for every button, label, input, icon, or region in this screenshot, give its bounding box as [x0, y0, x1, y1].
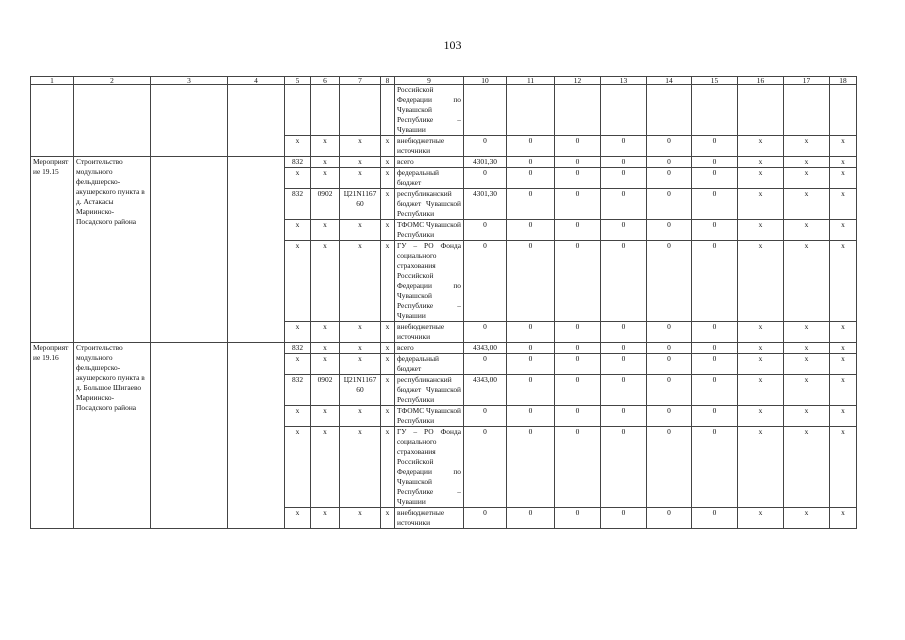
value-cell: 0: [507, 189, 555, 220]
value-cell: 0: [692, 406, 738, 427]
object-name-cell: Строительство модульного фельдшерско-акушерского пункта в д. Большое Шигаево Мариинско-Посадского района: [74, 343, 151, 529]
value-cell: 0: [464, 406, 507, 427]
empty-cell: [228, 343, 285, 529]
value-cell: 0: [647, 508, 692, 529]
value-cell: x: [285, 406, 311, 427]
value-cell: 0: [601, 343, 647, 354]
value-cell: 0: [507, 508, 555, 529]
value-cell: 0902: [311, 375, 340, 406]
value-cell: [555, 85, 601, 136]
value-cell: x: [830, 406, 857, 427]
column-header: 14: [647, 77, 692, 85]
value-cell: x: [381, 168, 395, 189]
value-cell: 0: [464, 241, 507, 322]
value-cell: x: [285, 241, 311, 322]
page-number: 103: [443, 38, 462, 52]
funding-source-cell: федеральный бюджет: [395, 354, 464, 375]
value-cell: 0: [647, 406, 692, 427]
value-cell: x: [738, 136, 784, 157]
value-cell: x: [830, 375, 857, 406]
funding-source-cell: всего: [395, 157, 464, 168]
name-cell: [74, 85, 151, 136]
value-cell: x: [311, 508, 340, 529]
value-cell: 0: [692, 241, 738, 322]
value-cell: 0: [555, 354, 601, 375]
value-cell: x: [830, 220, 857, 241]
value-cell: x: [738, 189, 784, 220]
table-row: [31, 85, 857, 136]
value-cell: x: [311, 343, 340, 354]
value-cell: x: [285, 427, 311, 508]
measure-cell: Мероприятие 19.16: [31, 343, 74, 529]
value-cell: [784, 85, 830, 136]
column-header: 4: [228, 77, 285, 85]
value-cell: 0: [692, 354, 738, 375]
value-cell: 0: [601, 508, 647, 529]
value-cell: x: [784, 241, 830, 322]
value-cell: 0: [555, 157, 601, 168]
value-cell: 0902: [311, 189, 340, 220]
value-cell: x: [381, 136, 395, 157]
column-header: 12: [555, 77, 601, 85]
value-cell: x: [285, 508, 311, 529]
value-cell: x: [340, 406, 381, 427]
value-cell: x: [830, 343, 857, 354]
value-cell: 0: [647, 427, 692, 508]
table-row: [31, 343, 857, 354]
value-cell: x: [784, 189, 830, 220]
value-cell: x: [830, 136, 857, 157]
funding-source-cell: ТФОМС Чувашской Республики: [395, 220, 464, 241]
value-cell: x: [381, 322, 395, 343]
value-cell: 0: [555, 375, 601, 406]
empty-cell: [151, 136, 228, 157]
value-cell: x: [311, 241, 340, 322]
table-row: [31, 157, 857, 168]
value-cell: 0: [464, 427, 507, 508]
funding-source-cell: внебюджетные источники: [395, 136, 464, 157]
value-cell: x: [311, 427, 340, 508]
value-cell: 0: [601, 189, 647, 220]
value-cell: x: [311, 354, 340, 375]
value-cell: x: [381, 375, 395, 406]
empty-cell: [151, 85, 228, 136]
column-header: 16: [738, 77, 784, 85]
value-cell: x: [738, 157, 784, 168]
column-header: 3: [151, 77, 228, 85]
column-header: 13: [601, 77, 647, 85]
value-cell: x: [381, 508, 395, 529]
value-cell: 0: [647, 322, 692, 343]
measure-cell: [31, 85, 74, 136]
funding-source-cell: Российской Федерации по Чувашской Республике – Чувашии: [395, 85, 464, 136]
empty-cell: [151, 157, 228, 343]
value-cell: x: [311, 157, 340, 168]
value-cell: x: [340, 241, 381, 322]
value-cell: x: [784, 354, 830, 375]
value-cell: x: [738, 241, 784, 322]
value-cell: x: [381, 406, 395, 427]
funding-source-cell: внебюджетные источники: [395, 508, 464, 529]
value-cell: [311, 85, 340, 136]
column-header: 7: [340, 77, 381, 85]
funding-source-cell: внебюджетные источники: [395, 322, 464, 343]
column-header: 8: [381, 77, 395, 85]
measure-cell: Мероприятие 19.15: [31, 157, 74, 343]
value-cell: 0: [647, 354, 692, 375]
value-cell: x: [340, 427, 381, 508]
value-cell: x: [738, 220, 784, 241]
value-cell: x: [784, 168, 830, 189]
value-cell: 0: [692, 220, 738, 241]
value-cell: x: [830, 157, 857, 168]
value-cell: 0: [601, 375, 647, 406]
empty-cell: [151, 343, 228, 529]
funding-source-cell: ГУ – РО Фонда социального страхования Российской Федерации по Чувашской Республике – Чувашии: [395, 427, 464, 508]
value-cell: 0: [555, 241, 601, 322]
value-cell: 0: [692, 136, 738, 157]
value-cell: x: [784, 406, 830, 427]
value-cell: 0: [555, 406, 601, 427]
value-cell: x: [738, 427, 784, 508]
value-cell: 0: [464, 220, 507, 241]
value-cell: x: [784, 322, 830, 343]
value-cell: 0: [464, 354, 507, 375]
value-cell: 0: [692, 157, 738, 168]
value-cell: 0: [692, 322, 738, 343]
value-cell: 0: [601, 136, 647, 157]
value-cell: x: [381, 241, 395, 322]
value-cell: 0: [507, 220, 555, 241]
value-cell: x: [311, 406, 340, 427]
value-cell: x: [340, 136, 381, 157]
value-cell: x: [285, 220, 311, 241]
value-cell: x: [830, 189, 857, 220]
value-cell: x: [285, 322, 311, 343]
value-cell: 0: [464, 168, 507, 189]
value-cell: 0: [601, 427, 647, 508]
empty-cell: [228, 85, 285, 136]
value-cell: x: [784, 157, 830, 168]
value-cell: x: [340, 322, 381, 343]
value-cell: [507, 85, 555, 136]
value-cell: x: [784, 427, 830, 508]
value-cell: x: [285, 168, 311, 189]
value-cell: x: [381, 354, 395, 375]
value-cell: Ц21N116760: [340, 375, 381, 406]
value-cell: 0: [507, 322, 555, 343]
value-cell: 0: [601, 406, 647, 427]
value-cell: [285, 85, 311, 136]
value-cell: x: [340, 354, 381, 375]
funding-source-cell: ГУ – РО Фонда социального страхования Российской Федерации по Чувашской Республике – Чувашии: [395, 241, 464, 322]
value-cell: 0: [507, 241, 555, 322]
value-cell: x: [784, 343, 830, 354]
value-cell: x: [830, 427, 857, 508]
funding-source-cell: федеральный бюджет: [395, 168, 464, 189]
value-cell: 0: [507, 406, 555, 427]
value-cell: x: [381, 427, 395, 508]
value-cell: x: [340, 343, 381, 354]
value-cell: x: [784, 220, 830, 241]
value-cell: Ц21N116760: [340, 189, 381, 220]
value-cell: x: [784, 508, 830, 529]
value-cell: x: [340, 220, 381, 241]
value-cell: 0: [601, 322, 647, 343]
value-cell: 0: [647, 220, 692, 241]
empty-cell: [74, 136, 151, 157]
value-cell: x: [738, 406, 784, 427]
value-cell: [692, 85, 738, 136]
value-cell: x: [285, 136, 311, 157]
column-header: 18: [830, 77, 857, 85]
value-cell: x: [830, 168, 857, 189]
header-row: [31, 77, 857, 85]
value-cell: x: [738, 168, 784, 189]
value-cell: [464, 85, 507, 136]
value-cell: x: [738, 375, 784, 406]
value-cell: 0: [555, 427, 601, 508]
value-cell: 0: [507, 343, 555, 354]
value-cell: 0: [692, 427, 738, 508]
funding-source-cell: республиканский бюджет Чувашской Республики: [395, 375, 464, 406]
value-cell: x: [830, 322, 857, 343]
value-cell: x: [738, 343, 784, 354]
value-cell: x: [830, 241, 857, 322]
value-cell: x: [381, 157, 395, 168]
funding-source-cell: всего: [395, 343, 464, 354]
value-cell: 832: [285, 189, 311, 220]
value-cell: 0: [601, 354, 647, 375]
value-cell: 0: [464, 136, 507, 157]
value-cell: 0: [647, 343, 692, 354]
value-cell: 0: [601, 157, 647, 168]
value-cell: x: [738, 322, 784, 343]
value-cell: 0: [507, 375, 555, 406]
value-cell: x: [311, 322, 340, 343]
value-cell: 4301,30: [464, 189, 507, 220]
value-cell: 832: [285, 375, 311, 406]
funding-source-cell: республиканский бюджет Чувашской Республики: [395, 189, 464, 220]
value-cell: x: [738, 354, 784, 375]
value-cell: 0: [464, 322, 507, 343]
value-cell: 4343,00: [464, 375, 507, 406]
value-cell: x: [311, 136, 340, 157]
value-cell: x: [340, 157, 381, 168]
value-cell: 4343,00: [464, 343, 507, 354]
value-cell: [381, 85, 395, 136]
budget-table: [30, 76, 857, 529]
value-cell: 4301,30: [464, 157, 507, 168]
value-cell: 0: [507, 427, 555, 508]
empty-cell: [228, 136, 285, 157]
value-cell: 0: [692, 168, 738, 189]
value-cell: 0: [555, 220, 601, 241]
value-cell: x: [381, 220, 395, 241]
value-cell: 0: [692, 375, 738, 406]
value-cell: x: [340, 508, 381, 529]
value-cell: x: [285, 354, 311, 375]
column-header: 17: [784, 77, 830, 85]
value-cell: 0: [507, 136, 555, 157]
value-cell: x: [381, 189, 395, 220]
value-cell: x: [340, 168, 381, 189]
value-cell: x: [738, 508, 784, 529]
funding-source-cell: ТФОМС Чувашской Республики: [395, 406, 464, 427]
value-cell: 0: [464, 508, 507, 529]
value-cell: 0: [692, 508, 738, 529]
column-header: 10: [464, 77, 507, 85]
value-cell: 0: [647, 168, 692, 189]
value-cell: 0: [507, 157, 555, 168]
value-cell: 0: [555, 322, 601, 343]
value-cell: x: [830, 508, 857, 529]
column-header: 9: [395, 77, 464, 85]
value-cell: 0: [555, 136, 601, 157]
value-cell: 0: [555, 168, 601, 189]
value-cell: 832: [285, 157, 311, 168]
value-cell: 0: [555, 189, 601, 220]
value-cell: 0: [555, 343, 601, 354]
value-cell: 0: [601, 241, 647, 322]
value-cell: [738, 85, 784, 136]
column-header: 2: [74, 77, 151, 85]
column-header: 15: [692, 77, 738, 85]
value-cell: x: [784, 136, 830, 157]
value-cell: x: [784, 375, 830, 406]
value-cell: 0: [647, 375, 692, 406]
empty-cell: [228, 157, 285, 343]
empty-cell: [31, 136, 74, 157]
value-cell: 0: [692, 189, 738, 220]
value-cell: 0: [507, 354, 555, 375]
value-cell: 832: [285, 343, 311, 354]
table-row: [31, 136, 857, 157]
value-cell: [340, 85, 381, 136]
column-header: 6: [311, 77, 340, 85]
value-cell: 0: [647, 189, 692, 220]
value-cell: 0: [555, 508, 601, 529]
value-cell: 0: [692, 343, 738, 354]
value-cell: 0: [647, 136, 692, 157]
value-cell: 0: [647, 241, 692, 322]
value-cell: [601, 85, 647, 136]
column-header: 5: [285, 77, 311, 85]
value-cell: x: [381, 343, 395, 354]
value-cell: x: [311, 168, 340, 189]
value-cell: 0: [601, 220, 647, 241]
value-cell: 0: [507, 168, 555, 189]
value-cell: 0: [601, 168, 647, 189]
object-name-cell: Строительство модульного фельдшерско-акушерского пункта в д. Астакасы Мариинско-Посадского района: [74, 157, 151, 343]
value-cell: x: [311, 220, 340, 241]
value-cell: [830, 85, 857, 136]
column-header: 1: [31, 77, 74, 85]
value-cell: [647, 85, 692, 136]
column-header: 11: [507, 77, 555, 85]
value-cell: 0: [647, 157, 692, 168]
value-cell: x: [830, 354, 857, 375]
